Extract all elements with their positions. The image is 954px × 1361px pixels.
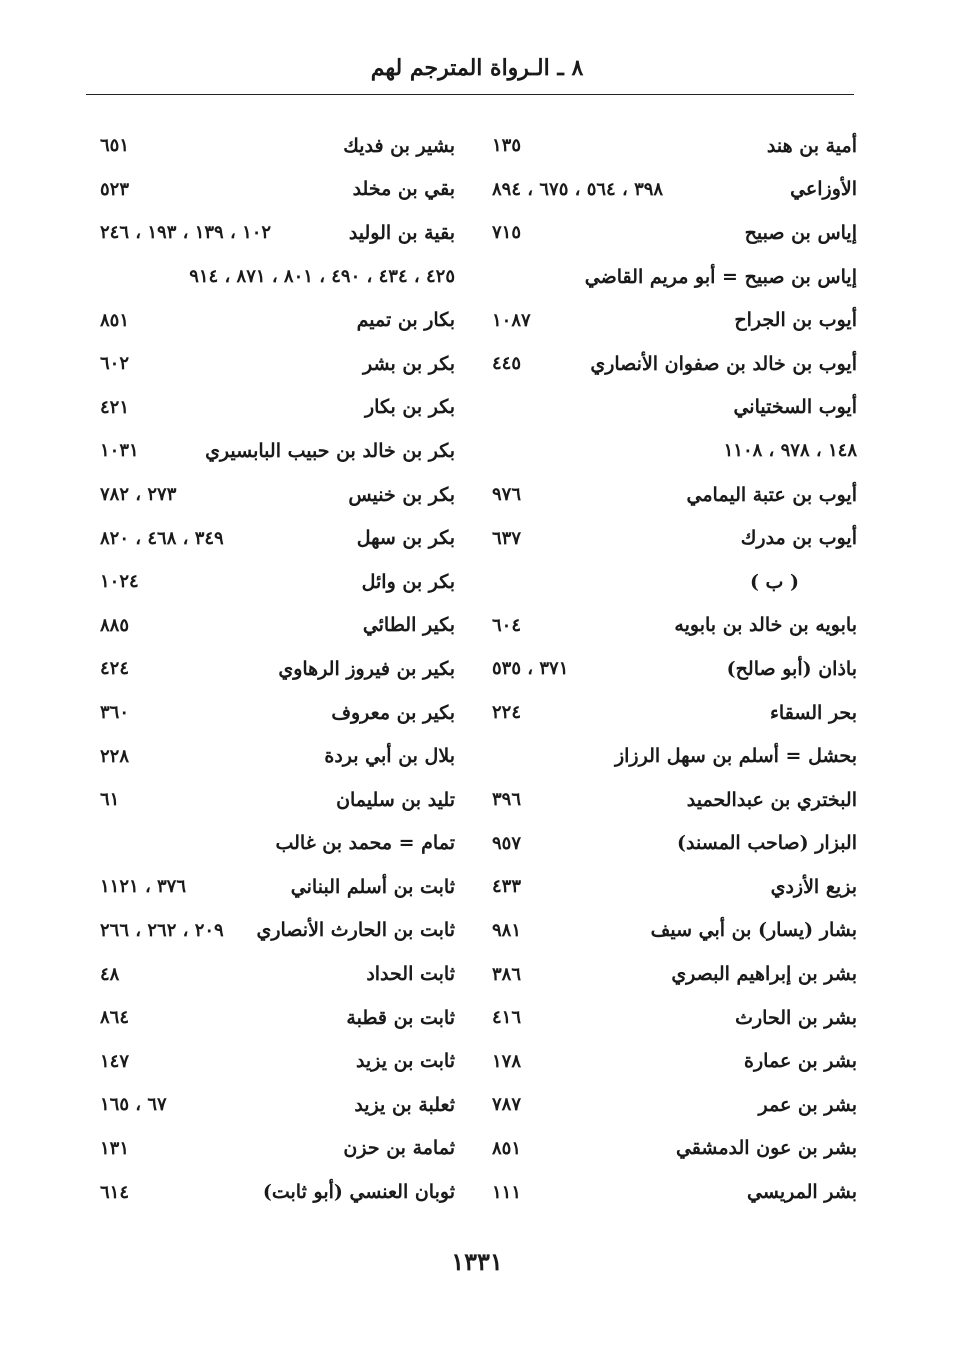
index-entry — [100, 298, 455, 342]
page-references: ١٣١ — [100, 1137, 130, 1159]
index-entry — [100, 168, 455, 212]
narrator-name: بلال بن أبي بردة — [324, 745, 455, 768]
narrator-name: بكير بن فيروز الرهاوي — [278, 657, 455, 680]
narrator-name: الأوزاعي — [790, 178, 857, 201]
narrator-name: بشر بن عمارة — [744, 1050, 857, 1073]
page-references: ٤٨ — [100, 963, 120, 985]
narrator-name: ثمامة بن حزن — [343, 1137, 455, 1160]
index-entry — [492, 516, 857, 560]
page-number: ١٣٣١ — [451, 1247, 503, 1276]
page-references: ٤٢١ — [100, 396, 130, 418]
index-entry — [100, 952, 455, 996]
narrator-name: أيوب بن مدرك — [740, 527, 857, 550]
narrator-name: بشار (يسار) بن أبي سيف — [650, 919, 857, 942]
narrator-name: إياس بن صبيح = أبو مريم القاضي — [584, 265, 857, 288]
narrator-name: بحشل = أسلم بن سهل الرزاز — [614, 745, 857, 768]
index-entry — [492, 342, 857, 386]
index-entry — [492, 473, 857, 517]
index-entry — [100, 1039, 455, 1083]
page-references: ٧١٥ — [492, 222, 522, 244]
narrator-name: أمية بن هند — [766, 134, 857, 157]
page-references: ٤٤٥ — [492, 353, 522, 375]
narrator-name: بابويه بن خالد بن بابويه — [674, 614, 857, 637]
index-entry — [492, 124, 857, 168]
narrator-name: بشر المريسي — [747, 1181, 857, 1204]
index-entry — [100, 1170, 455, 1214]
narrator-name: بكر بن وائل — [361, 570, 455, 593]
index-entry — [492, 734, 857, 778]
index-entry — [100, 996, 455, 1040]
page-references: ٨٨٥ — [100, 614, 130, 636]
page-references: ٤٢٤ — [100, 658, 130, 680]
index-entry — [492, 778, 857, 822]
narrator-name: أيوب السختياني — [733, 396, 857, 419]
index-entry — [100, 909, 455, 953]
index-entry — [492, 1127, 857, 1171]
page-references: ٦٥١ — [100, 135, 130, 157]
index-entry — [100, 647, 455, 691]
index-column-right — [492, 124, 857, 1214]
narrator-name: بكر بن خالد بن حبيب البابسيري — [205, 439, 455, 462]
index-entry — [100, 604, 455, 648]
page-references: ١٠٢٤ — [100, 571, 139, 593]
page-references: ١٤٧ — [100, 1050, 130, 1072]
index-entry — [492, 429, 857, 473]
index-entry — [100, 1127, 455, 1171]
index-entry — [100, 691, 455, 735]
page-references: ٢٢٤ — [492, 702, 522, 724]
page-references: ٤١٦ — [492, 1007, 522, 1029]
index-column-left — [100, 124, 455, 1214]
narrator-name: تمام = محمد بن غالب — [275, 832, 455, 855]
narrator-name: تليد بن سليمان — [336, 788, 455, 811]
page-references: ٣٩٨ ، ٥٦٤ ، ٦٧٥ ، ٨٩٤ — [492, 178, 664, 200]
page-references: ٨٥١ — [100, 309, 130, 331]
page-references: ٦٧ ، ١٦٥ — [100, 1094, 167, 1116]
narrator-name: بزيع الأزدي — [770, 875, 857, 898]
index-entry — [492, 909, 857, 953]
index-entry — [100, 822, 455, 866]
narrator-name: بكر بن خنيس — [348, 483, 455, 506]
index-entry — [492, 822, 857, 866]
index-entry — [492, 604, 857, 648]
page-references: ١٤٨ ، ٩٧٨ ، ١١٠٨ — [723, 440, 857, 462]
page-references: ١٣٥ — [492, 135, 522, 157]
narrator-name: ثابت بن الحارث الأنصاري — [256, 919, 455, 942]
narrator-name: بشر بن إبراهيم البصري — [671, 963, 857, 986]
index-entry — [100, 734, 455, 778]
page-references: ٩٨١ — [492, 919, 522, 941]
page-references: ٩٧٦ — [492, 484, 522, 506]
narrator-name: ثابت بن أسلم البناني — [290, 875, 455, 898]
index-entry — [100, 560, 455, 604]
narrator-name: بكر بن سهل — [356, 527, 455, 550]
narrator-name: البزار (صاحب المسند) — [677, 832, 857, 855]
index-entry — [492, 211, 857, 255]
index-entry — [100, 473, 455, 517]
narrator-name: بشر بن عمر — [758, 1093, 857, 1116]
narrator-name: بقي بن مخلد — [352, 178, 455, 201]
index-entry — [492, 1170, 857, 1214]
page-references: ١١١ — [492, 1181, 522, 1203]
narrator-name: ثابت الحداد — [366, 963, 455, 986]
page-references: ١٠٨٧ — [492, 309, 531, 331]
page-references: ٢٢٨ — [100, 745, 130, 767]
page-references: ٨٦٤ — [100, 1007, 130, 1029]
narrator-name: بشر بن الحارث — [735, 1006, 857, 1029]
narrator-name: بكار بن تميم — [356, 309, 455, 332]
section-letter-heading: ( ب ) — [749, 570, 800, 593]
index-entry — [492, 865, 857, 909]
page-references: ٦٠٢ — [100, 353, 130, 375]
index-entry — [492, 1083, 857, 1127]
narrator-name: ثابت بن قطبة — [346, 1006, 455, 1029]
narrator-name: بكر بن بكار — [365, 396, 455, 419]
index-entry — [492, 691, 857, 735]
page-references: ٥٢٣ — [100, 178, 130, 200]
page-references: ٤٢٥ ، ٤٣٤ ، ٤٩٠ ، ٨٠١ ، ٨٧١ ، ٩١٤ — [189, 266, 455, 288]
page-references: ٤٣٣ — [492, 876, 522, 898]
index-entry — [100, 386, 455, 430]
page-references: ٧٨٧ — [492, 1094, 522, 1116]
page-references: ٦١ — [100, 789, 120, 811]
page-references: ٦٣٧ — [492, 527, 522, 549]
narrator-name: ثوبان العنسي (أبو ثابت) — [262, 1181, 455, 1204]
narrator-name: بكير الطائي — [362, 614, 455, 637]
narrator-name: بشير بن فديك — [343, 134, 455, 157]
narrator-name: أيوب بن الجراح — [734, 309, 857, 332]
narrator-name: بحر السقاء — [769, 701, 857, 724]
page-references: ٣٦٠ — [100, 702, 130, 724]
narrator-name: أيوب بن عتبة اليمامي — [686, 483, 857, 506]
page-references: ٩٥٧ — [492, 832, 522, 854]
index-entry — [492, 298, 857, 342]
narrator-name: باذان (أبو صالح) — [726, 657, 857, 680]
narrator-name: البختري بن عبدالحميد — [686, 788, 857, 811]
page-references: ٣٤٩ ، ٤٦٨ ، ٨٢٠ — [100, 527, 224, 549]
narrator-name: بكر بن بشر — [363, 352, 455, 375]
index-entry — [492, 168, 857, 212]
index-entry — [492, 647, 857, 691]
index-entry — [492, 1039, 857, 1083]
index-entry — [100, 516, 455, 560]
page-references: ٣٩٦ — [492, 789, 522, 811]
page-references: ٣٨٦ — [492, 963, 522, 985]
index-entry — [492, 386, 857, 430]
index-entry — [100, 429, 455, 473]
page-references: ١٧٨ — [492, 1050, 522, 1072]
page-references: ١٠٢ ، ١٣٩ ، ١٩٣ ، ٢٤٦ — [100, 222, 272, 244]
page-references: ٣٧٦ ، ١١٢١ — [100, 876, 187, 898]
page-references: ٢٠٩ ، ٢٦٢ ، ٢٦٦ — [100, 919, 224, 941]
index-entry — [492, 560, 857, 604]
index-entry — [492, 255, 857, 299]
narrator-name: ثعلبة بن يزيد — [354, 1093, 455, 1116]
index-entry — [492, 952, 857, 996]
index-entry — [100, 211, 455, 255]
page-references: ٦١٤ — [100, 1181, 130, 1203]
page-references: ٨٥١ — [492, 1137, 522, 1159]
index-entry — [100, 778, 455, 822]
index-entry — [100, 124, 455, 168]
index-entry — [492, 996, 857, 1040]
index-entry — [100, 342, 455, 386]
narrator-name: بشر بن عون الدمشقي — [675, 1137, 857, 1160]
narrator-name: إياس بن صبيح — [744, 221, 857, 244]
running-header: ٨ ـ الـرواة المترجم لهم — [370, 55, 584, 81]
index-entry — [100, 865, 455, 909]
narrator-name: ثابت بن يزيد — [355, 1050, 455, 1073]
index-entry — [100, 255, 455, 299]
page-references: ٢٧٣ ، ٧٨٢ — [100, 484, 177, 506]
page-references: ١٠٣١ — [100, 440, 139, 462]
page-references: ٣٧١ ، ٥٣٥ — [492, 658, 569, 680]
index-entry — [100, 1083, 455, 1127]
narrator-name: بقية بن الوليد — [348, 221, 455, 244]
narrator-name: بكير بن معروف — [331, 701, 455, 724]
narrator-name: أيوب بن خالد بن صفوان الأنصاري — [590, 352, 857, 375]
page-references: ٦٠٤ — [492, 614, 522, 636]
header-rule — [86, 94, 854, 95]
